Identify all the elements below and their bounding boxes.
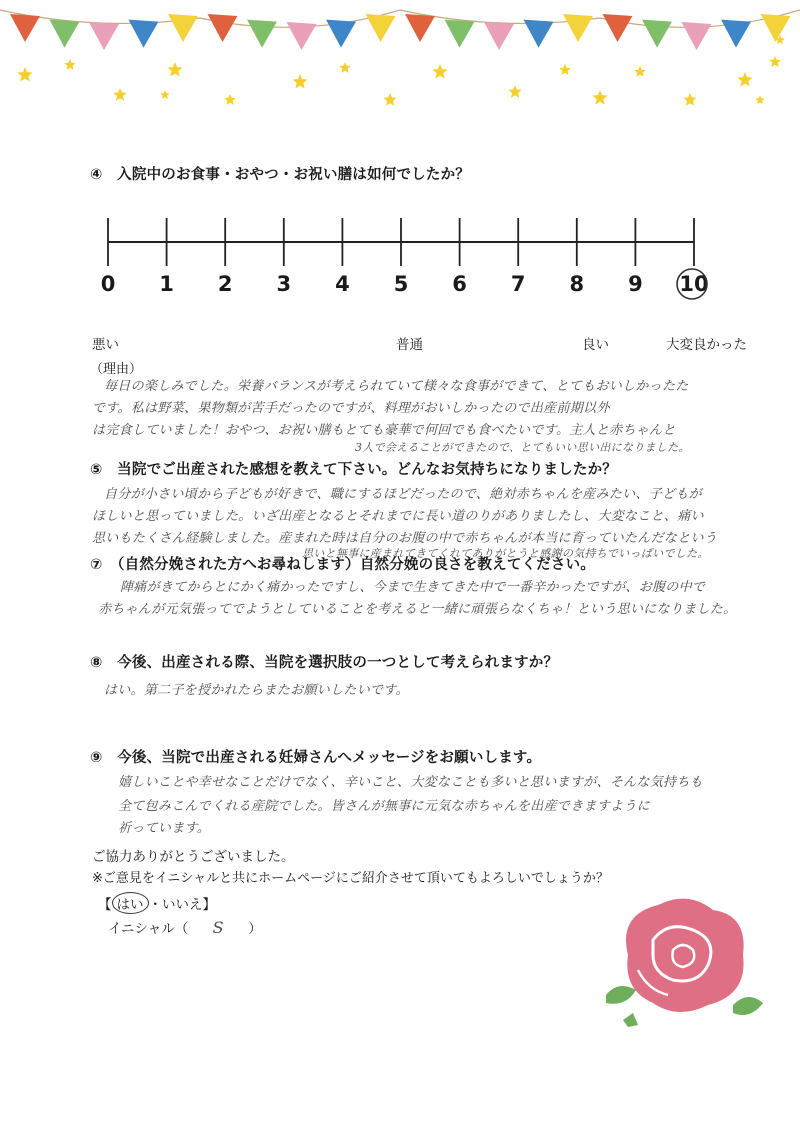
bunting-flag: [168, 14, 198, 42]
q9-answer-line-3: 祈っています。: [118, 821, 211, 836]
q4-answer-line-3: は完食していました！おやつ、お祝い膳もとても豪華で何回でも食べたいです。主人と赤ちゃんと: [92, 423, 676, 438]
rose-illustration: [598, 885, 768, 1035]
bunting-flag: [721, 20, 751, 48]
scale-number-6: 6: [452, 272, 467, 296]
q7-answer-line-2: 赤ちゃんが元気張ってでようとしていることを考えると一緒に頑張らなくちゃ！という思いになりました。: [98, 602, 737, 617]
star-icon: [737, 72, 752, 87]
question-7-title: ⑦ （自然分娩された方へお尋ねします）自然分娩の良さを教えてください。: [90, 557, 596, 573]
reason-label: （理由）: [90, 362, 143, 377]
q9-answer-line-1: 嬉しいことや幸せなことだけでなく、辛いこと、大変なことも多いと思いますが、そんな気持ちも: [118, 775, 703, 790]
bunting-flag: [445, 20, 475, 48]
bunting-flag: [89, 22, 119, 50]
bunting-flag: [50, 20, 80, 48]
bunting-flag: [247, 20, 277, 48]
initial-label: イニシャル（: [108, 921, 189, 937]
rating-scale: [100, 210, 710, 320]
label-good: 良い: [582, 337, 609, 353]
star-icon: [224, 94, 235, 105]
star-icon: [113, 88, 126, 101]
star-icon: [167, 62, 182, 77]
bunting-flag: [603, 14, 633, 42]
scale-number-4: 4: [335, 272, 350, 296]
bracket-open: 【: [98, 897, 112, 913]
q4-answer-line-2: です。私は野菜、果物類が苦手だったのですが、料理がおいしかったので出産前期以外: [92, 401, 610, 416]
label-great: 大変良かった: [666, 337, 747, 353]
consent-yes-circled: はい: [112, 892, 149, 914]
question-5-title: ⑤ 当院でご出産された感想を教えて下さい。どんなお気持ちになりましたか？: [90, 462, 617, 478]
star-icon: [769, 56, 780, 67]
scale-number-3: 3: [276, 272, 292, 296]
scale-number-5: 5: [393, 272, 409, 296]
question-4-title: ④ 入院中のお食事・おやつ・お祝い膳は如何でしたか？: [90, 167, 470, 183]
bunting-flag: [208, 14, 238, 42]
q5-answer-line-4: 思いと無事に産まれてきてくれてありがとうと感謝の気持ちでいっぱいでした。: [302, 547, 709, 560]
bunting-flag: [326, 20, 356, 48]
consent-choice: [98, 892, 216, 914]
bunting-flag: [129, 20, 159, 48]
star-icon: [559, 64, 570, 75]
consent-no: ・いいえ】: [148, 897, 216, 913]
star-icon: [64, 59, 75, 70]
scale-number-9: 9: [628, 272, 643, 296]
star-icon: [755, 95, 765, 104]
bunting-flag: [682, 22, 712, 50]
bunting-flag: [563, 14, 593, 42]
question-9-title: ⑨ 今後、当院で出産される妊婦さんへメッセージをお願いします。: [90, 750, 542, 766]
star-icon: [383, 93, 396, 106]
initial-row: [108, 917, 262, 937]
initial-close: ）: [248, 921, 262, 937]
q5-answer-line-2: ほしいと思っていました。いざ出産となるとそれまでに長い道のりがありましたし、大変なこと、痛い: [92, 509, 704, 524]
star-icon: [508, 85, 521, 98]
selected-circle-mark: [672, 266, 712, 302]
star-icon: [339, 62, 350, 73]
star-icon: [592, 90, 607, 105]
scale-number-2: 2: [217, 272, 233, 296]
q7-answer-line-1: 陣痛がきてからとにかく痛かったですし、今まで生きてきた中で一番辛かったですが、お腹の中で: [120, 580, 706, 595]
star-icon: [683, 93, 696, 106]
scale-number-8: 8: [569, 272, 585, 296]
star-icon: [292, 74, 307, 89]
q4-answer-line-1: 毎日の楽しみでした。栄養バランスが考えられていて様々な食事ができて、とてもおいしかったた: [104, 379, 689, 394]
question-8-title: ⑧ 今後、出産される際、当院を選択肢の一つとして考えられますか？: [90, 655, 559, 671]
scale-number-7: 7: [510, 272, 526, 296]
star-icon: [634, 66, 645, 77]
bunting-flag: [287, 22, 317, 50]
q5-answer-line-3: 思いもたくさん経験しました。産まれた時は自分のお腹の中で赤ちゃんが本当に育っていたんだなという: [92, 531, 718, 546]
q8-answer-line-1: はい。第二子を授かれたらまたお願いしたいです。: [104, 683, 409, 698]
bunting-flag: [524, 20, 554, 48]
initial-value: S: [212, 918, 224, 937]
bunting-decoration: [0, 0, 800, 115]
q5-answer-line-1: 自分が小さい頃から子どもが好きで、職にするほどだったので、絶対赤ちゃんを産みたい、子どもが: [104, 487, 702, 502]
bunting-flag: [10, 14, 40, 42]
bunting-flag: [366, 14, 396, 42]
star-icon: [432, 64, 447, 79]
star-icon: [17, 67, 32, 82]
consent-question: ※ご意見をイニシャルと共にホームページにご紹介させて頂いてもよろしいでしょうか？: [92, 871, 609, 886]
bunting-flag: [642, 20, 672, 48]
label-bad: 悪い: [92, 337, 119, 353]
thanks-text: ご協力ありがとうございました。: [92, 849, 295, 865]
scale-number-0: 0: [100, 272, 116, 296]
label-normal: 普通: [396, 337, 423, 353]
bunting-flag: [405, 14, 435, 42]
scale-number-1: 1: [159, 272, 174, 296]
bunting-flag: [484, 22, 514, 50]
q4-answer-line-4: 3人で会えることができたので、とてもいい思い出になりました。: [355, 441, 690, 454]
scale-number-10: 10: [679, 272, 709, 296]
q9-answer-line-2: 全て包みこんでくれる産院でした。皆さんが無事に元気な赤ちゃんを出産できますように: [118, 799, 651, 814]
bunting-flag: [761, 14, 791, 42]
star-icon: [160, 90, 170, 99]
